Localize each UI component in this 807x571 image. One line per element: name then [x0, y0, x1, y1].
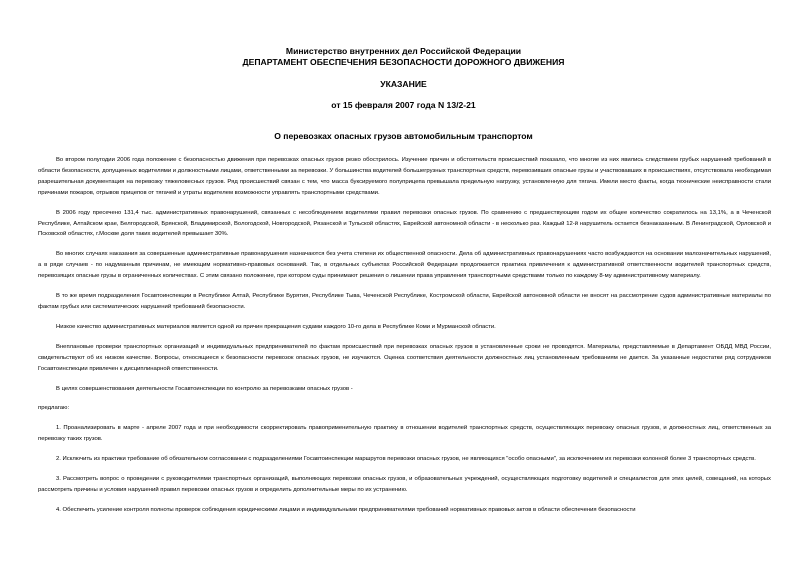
paragraph: В то же время подразделения Госавтоинспекции в Республике Алтай, Республике Бурятия, Республике Тыва, Чеченской Республике, Костромской области, Еврейской автономной области не вносят на рассмотрение судов административные материалы по фактам грубых или систематических нарушений требований безопасности. [38, 293, 771, 310]
paragraph: Внеплановые проверки транспортных организаций и индивидуальных предпринимателей по фактам происшествий при перевозках опасных грузов в установленные сроки не проводятся. Материалы, представляемые в Департамент ОБДД МВД России, свидетельствуют об их низком качестве. Вопросы, относящиеся к безопасности перевозок опасных грузов, не изучаются. Оценка соответствия деятельности должностных лиц установленным требованиям не дается. За указанные недостатки ряд сотрудников Госавтоинспекции привлечен к дисциплинарной ответственности. [38, 343, 771, 372]
document-header [0, 0, 807, 142]
document-date-number: от 15 февраля 2007 года N 13/2-21 [331, 100, 476, 110]
paragraph: Низкое качество административных материалов является одной из причин прекращения судами каждого 10-го дела в Республике Коми и Мурманской области. [56, 323, 496, 330]
ministry-name: Министерство внутренних дел Российской Федерации [285, 46, 522, 56]
list-item: 1. Проанализировать в марте - апреле 2007 года и при необходимости скорректировать правоприменительную практику в отношении водителей транспортных средств, осуществляющих перевозку опасных грузов, и должностных лиц, ответственных за перевозку таких грузов. [38, 425, 771, 443]
paragraph: Во втором полугодии 2006 года положение с безопасностью движения при перевозках опасных грузов резко обострилось. Изучение причин и обстоятельств происшествий показало, что многие из них явились следствием грубых нарушений требований в области безопасности, допущенных водителями и должностными лицами, ответственными за перевозки. У большинства водителей большегрузных транспортных средств, перевозивших опасные грузы и участвовавших в происшествиях, отсутствовала необходимая разрешительная документация на перевозку тяжеловесных грузов. Ряд происшествий связан с тем, что масса буксируемого полуприцепа превышала предельную нагрузку, установленную для тягача. Имели место факты, когда технические неисправности стали причинами пожаров, отрывов прицепов от тягачей и утраты водителем возможности управлять транспортными средствами. [38, 157, 771, 196]
list-item: 4. Обеспечить усиление контроля полноты проверок соблюдения юридическими лицами и индивидуальными предпринимателями требований нормативных правовых актов в области обеспечения безопасности [56, 506, 636, 513]
paragraph: Во многих случаях наказания за совершенные административные правонарушения назначаются без учета степени их общественной опасности. Дела об административных правонарушениях часто возбуждаются на основании малозначительных нарушений, а в ряде случаев - по надуманным причинам, не имеющим нормативно-правовых оснований. Так, в отдельных субъектах Российской Федерации продолжается практика привлечения к административной ответственности водителей транспортных средств, перевозящих опасные грузы в ограниченных количествах. С этим связано положение, при котором суды принимают решения о лишении права управления транспортными средствами только по каждому 8-му административному материалу. [38, 251, 771, 280]
department-name: ДЕПАРТАМЕНТ ОБЕСПЕЧЕНИЯ БЕЗОПАСНОСТИ ДОРОЖНОГО ДВИЖЕНИЯ [242, 57, 565, 67]
document-type: УКАЗАНИЕ [380, 79, 427, 89]
paragraph: В 2006 году пресечено 131,4 тыс. административных правонарушений, связанных с несоблюдением водителями правил перевозки опасных грузов. По сравнению с предшествующим годом их общее количество сократилось на 13,1%, а в Чеченской Республике, Алтайском крае, Белгородской, Брянской, Владимирской, Вологодской, Новгородской, Рязанской и Тульской областях, Еврейской автономной области - в несколько раз. Каждый 12-й нарушитель остается безнаказанным. В Ленинградской, Орловской и Псковской областях, г.Москве доля таких водителей превышает 30%. [38, 209, 771, 238]
paragraph: В целях совершенствования деятельности Госавтоинспекции по контролю за перевозками опасных грузов - [56, 385, 353, 392]
document-subject: О перевозках опасных грузов автомобильным транспортом [274, 131, 533, 141]
list-item: 2. Исключить из практики требование об обязательном согласовании с подразделениями Госавтоинспекции маршрутов перевозки опасных грузов, не являющихся "особо опасными", за исключением их перевозки колонной более 3 транспортных средств. [56, 456, 756, 463]
document-body [38, 155, 771, 525]
proposal-label: предлагаю: [38, 405, 70, 412]
list-item: 3. Рассмотреть вопрос о проведении с руководителями транспортных организаций, выполняющих перевозки опасных грузов, и образовательных учреждений, осуществляющих подготовку водителей и специалистов для этих целей, совещаний, на которых рассмотреть причины и условия нарушений правил перевозки опасных грузов и определить дополнительные меры по их устранению. [38, 476, 771, 493]
